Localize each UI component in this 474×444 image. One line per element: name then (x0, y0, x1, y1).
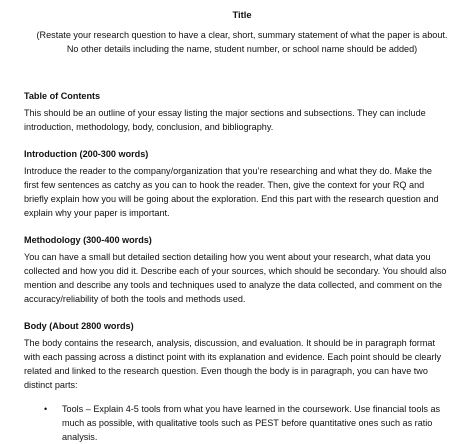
section-heading: Body (About 2800 words) (24, 321, 134, 331)
document-title: Title (232, 9, 252, 20)
paragraph-line: You can have a small but detailed section detailing how you went about your research, what data you (24, 252, 431, 262)
document-subtitle (24, 28, 460, 56)
paragraph-line: first few sentences as catchy as you can to hook the reader. Then, give the context for your RQ and (24, 180, 425, 190)
paragraph-line: The body contains the research, analysis, discussion, and evaluation. It should be in paragraph format (24, 338, 435, 348)
paragraph-line: Introduce the reader to the company/organization that you’re researching and what they do. Make the (24, 166, 432, 176)
paragraph-line: mention and describe any tools and techniques used to analyze the data collected, and comment on the (24, 280, 443, 290)
section-paragraph (24, 164, 460, 220)
paragraph-line: collected and how you did it. Describe each of your sources, which should be secondary. You should also (24, 266, 447, 276)
section-heading: Table of Contents (24, 91, 101, 101)
section-heading: Introduction (200-300 words) (24, 149, 149, 159)
paragraph-line: introduction, methodology, body, conclusion, and bibliography. (24, 122, 274, 132)
bullet-item (24, 402, 460, 444)
paragraph-line: accuracy/reliability of both the tools and methods used. (24, 294, 246, 304)
subtitle-line: No other details including the name, student number, or school name should be added) (66, 44, 418, 54)
bullet-line: analysis. (62, 432, 98, 442)
section-table-of-contents (24, 89, 460, 134)
paragraph-line: briefly explain how you will be going about the exploration. End this part with the research question and (24, 194, 439, 204)
section-paragraph (24, 336, 460, 392)
section-heading: Methodology (300-400 words) (24, 235, 152, 245)
section-body (24, 319, 460, 444)
bullet-line: much as possible, with qualitative tools such as PEST before quantitative ones such as ratio (62, 418, 433, 428)
paragraph-line: distinct parts: (24, 380, 78, 390)
section-paragraph (24, 106, 460, 134)
paragraph-line: related and linked to the research question. Even though the body is in paragraph, you can have two (24, 366, 428, 376)
bullet-icon: • (44, 404, 48, 414)
paragraph-line: This should be an outline of your essay listing the major sections and subsections. They can include (24, 108, 426, 118)
bullet-list (24, 402, 460, 444)
paragraph-line: with each passing across a distinct point with its explanation and evidence. Each point should be clearly (24, 352, 442, 362)
section-paragraph (24, 250, 460, 306)
section-introduction (24, 147, 460, 220)
subtitle-line: (Restate your research question to have a clear, short, summary statement of what the paper is about. (36, 30, 448, 40)
bullet-line: Tools – Explain 4-5 tools from what you have learned in the coursework. Use financial tools as (62, 404, 441, 414)
paragraph-line: explain why your paper is important. (24, 208, 170, 218)
section-methodology (24, 233, 460, 306)
